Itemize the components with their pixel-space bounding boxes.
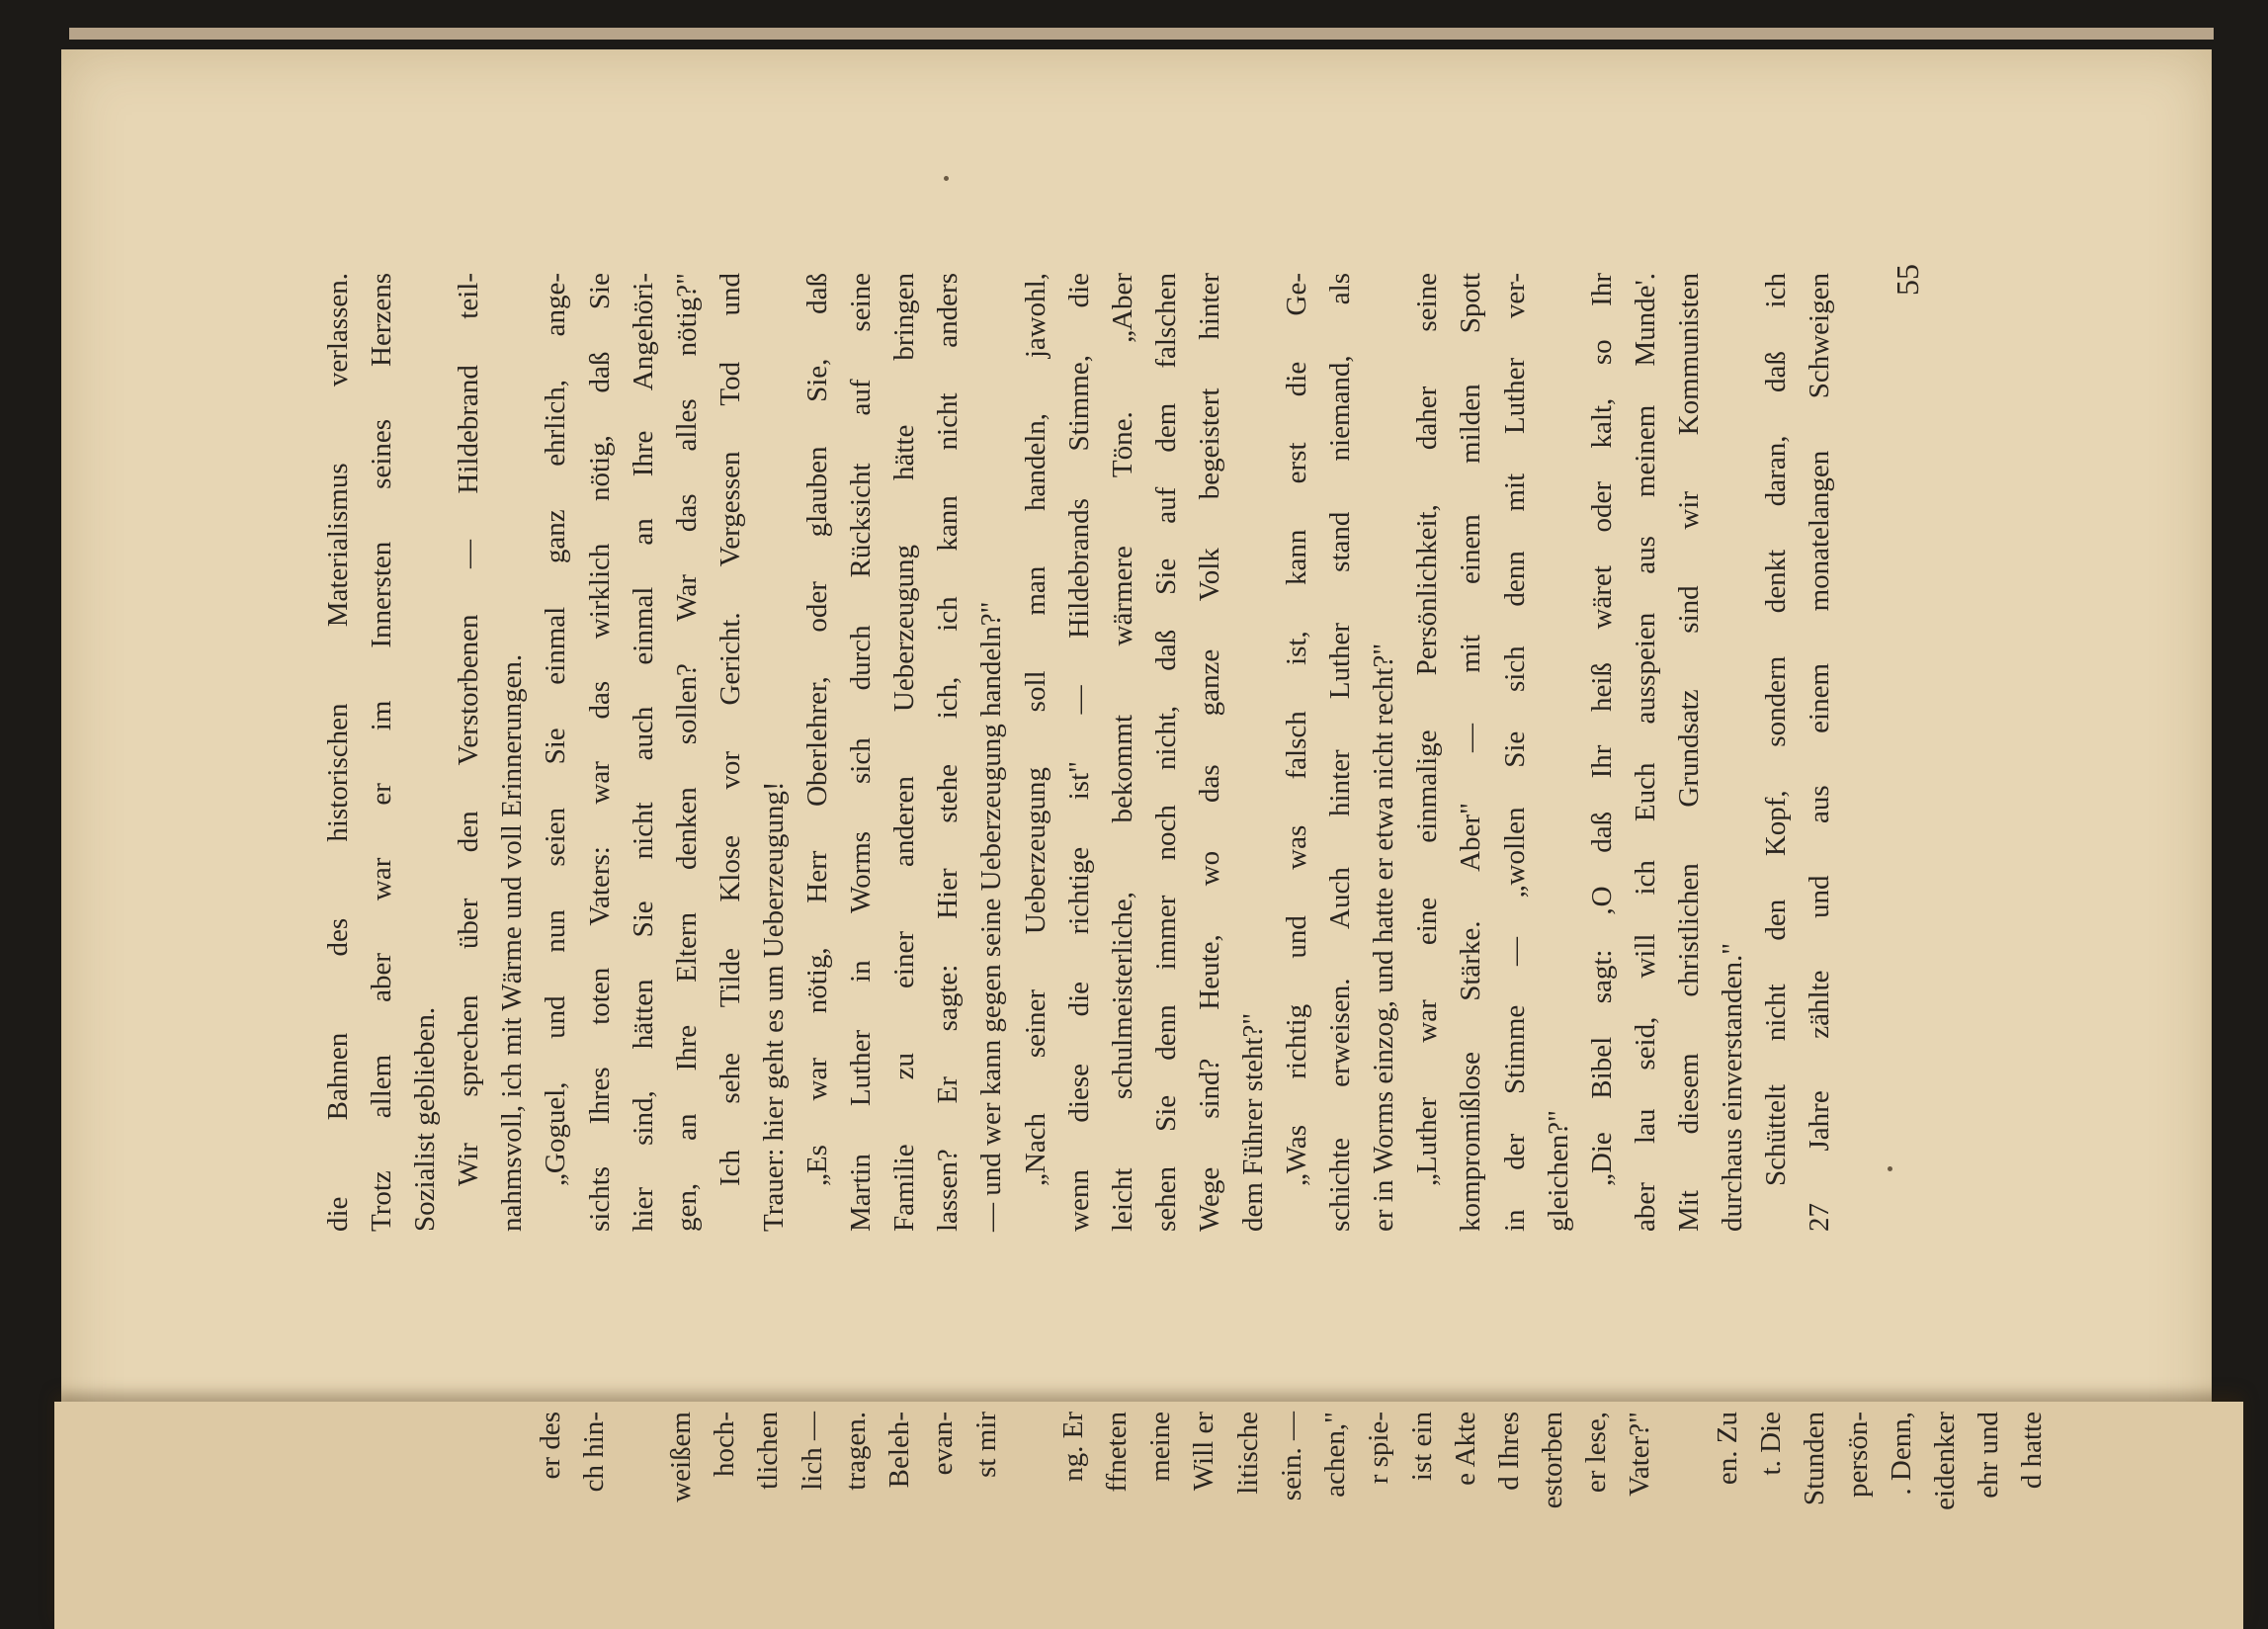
text-line: sehen Sie denn immer noch nicht, daß Sie auf dem falschen (1149, 273, 1182, 1232)
text-line: Mit diesem christlichen Grundsatz sind wir Kommunisten (1672, 273, 1705, 1232)
fragment-line: er lese, (1580, 1412, 1613, 1494)
fragment-line: er des (535, 1412, 566, 1480)
text-line: hier sind, hätten Sie nicht auch einmal an Ihre Angehöri- (627, 273, 659, 1232)
fragment-line: Beleh- (882, 1412, 915, 1489)
text-line: aber lau seid, will ich Euch ausspeien aus meinem Munde'. (1629, 273, 1661, 1232)
text-line: „Was richtig und was falsch ist, kann erst die Ge- (1281, 273, 1313, 1186)
fragment-line: persön- (1841, 1412, 1874, 1498)
fragment-line: estorben (1537, 1412, 1569, 1509)
fragment-line: en. Zu (1711, 1412, 1743, 1486)
book-page-edge (69, 28, 2214, 40)
text-line: Trotz allem aber war er im Innersten seines Herzens (366, 273, 398, 1232)
fragment-line: d Ihres (1493, 1412, 1526, 1491)
fragment-line: t. Die (1754, 1412, 1787, 1476)
text-line: „Die Bibel sagt: ‚O daß Ihr heiß wäret oder kalt, so Ihr (1585, 273, 1618, 1186)
text-line: nahmsvoll, ich mit Wärme und voll Erinnerungen. (496, 653, 529, 1232)
fragment-line: weißem (665, 1412, 698, 1502)
text-line: 27 Jahre zählte und aus einem monatelangen Schweigen (1804, 273, 1836, 1232)
text-line: dem Führer steht?" (1236, 1012, 1269, 1232)
text-line: Schüttelt nicht den Kopf, sondern denkt daran, daß ich (1760, 273, 1793, 1186)
text-line: — und wer kann gegen seine Ueberzeugung handeln?" (975, 601, 1008, 1232)
fragment-line (1661, 1412, 1705, 1629)
text-line: „Nach seiner Ueberzeugung soll man handeln, jawohl, (1019, 273, 1051, 1186)
fragment-line: Vater?" (1624, 1412, 1656, 1497)
underlying-page-text (529, 1412, 2049, 1629)
text-line: Wir sprechen über den Verstorbenen — Hildebrand teil- (453, 273, 485, 1186)
scan-speck (1888, 1166, 1892, 1171)
text-line: er in Worms einzog, und hatte er etwa nicht recht?" (1368, 643, 1400, 1232)
fragment-line: tlichen (752, 1412, 785, 1490)
fragment-line: litische (1231, 1412, 1264, 1495)
fragment-line: ffneten (1101, 1412, 1134, 1493)
text-line: Wege sind? Heute, wo das ganze Volk begeistert hinter (1193, 273, 1225, 1232)
fragment-line: st mir (969, 1412, 1002, 1478)
text-line: die Bahnen des historischen Materialismus verlassen. (322, 273, 354, 1232)
main-text-block (316, 273, 1836, 1232)
text-line: durchaus einverstanden." (1717, 942, 1748, 1232)
text-line: gen, an Ihre Eltern denken sollen? War das alles nötig?" (670, 273, 703, 1232)
fragment-line: tragen. (839, 1412, 872, 1491)
text-line: Familie zu einer anderen Ueberzeugung hätte bringen (888, 273, 921, 1232)
fragment-line: achen," (1318, 1412, 1351, 1498)
text-line: kompromißlose Stärke. Aber" — mit einem milden Spott (1455, 273, 1487, 1232)
text-line: gleichen?" (1542, 1110, 1574, 1232)
fragment-line: ehr und (1973, 1412, 2005, 1499)
fragment-line: ng. Er (1057, 1412, 1090, 1482)
text-line: lassen? Er sagte: Hier stehe ich, ich kann nicht anders (932, 273, 965, 1232)
fragment-line (616, 1412, 659, 1629)
fragment-line: ch hin- (578, 1412, 611, 1493)
fragment-line: lich — (796, 1412, 828, 1491)
fragment-line: . Denn, (1885, 1412, 1917, 1496)
text-line: Martin Luther in Worms sich durch Rücksicht auf seine (845, 273, 878, 1232)
fragment-line: evan- (926, 1412, 959, 1476)
text-line: Trauer: hier geht es um Ueberzeugung! (757, 781, 790, 1232)
text-line: sichts Ihres toten Vaters: war das wirklich nötig, daß Sie (583, 273, 616, 1232)
text-line: leicht schulmeisterliche, bekommt wärmere Töne. „Aber (1106, 273, 1138, 1232)
fragment-line: Stunden (1798, 1412, 1830, 1506)
fragment-line (1008, 1412, 1051, 1629)
page-number: 55 (1890, 264, 1925, 296)
text-line: „Goguel, und nun seien Sie einmal ganz ehrlich, ange- (540, 273, 572, 1186)
scan-speck (944, 176, 949, 181)
fragment-line: r spie- (1362, 1412, 1394, 1485)
fragment-line: ist ein (1405, 1412, 1438, 1482)
text-line: Sozialist geblieben. (409, 1006, 442, 1232)
fragment-line: sein. — (1275, 1412, 1307, 1501)
text-line: schichte erweisen. Auch hinter Luther stand niemand, als (1324, 273, 1357, 1232)
fragment-line: Will er (1188, 1412, 1220, 1492)
text-line: Ich sehe Tilde Klose vor Gericht. Vergessen Tod und (714, 273, 746, 1186)
fragment-line: e Akte (1449, 1412, 1481, 1486)
text-line: in der Stimme — „wollen Sie sich denn mit Luther ver- (1498, 273, 1531, 1232)
text-line: „Es war nötig, Herr Oberlehrer, oder glauben Sie, daß (801, 273, 834, 1186)
text-line: wenn diese die richtige ist" — Hildebrands Stimme, die (1062, 273, 1095, 1232)
fragment-line: hoch- (709, 1412, 741, 1478)
fragment-line: meine (1144, 1412, 1177, 1482)
fragment-line: d hatte (2016, 1412, 2049, 1490)
fragment-line: eidenker (1929, 1412, 1961, 1510)
text-line: „Luther war eine einmalige Persönlichkeit, daher seine (1411, 273, 1444, 1186)
